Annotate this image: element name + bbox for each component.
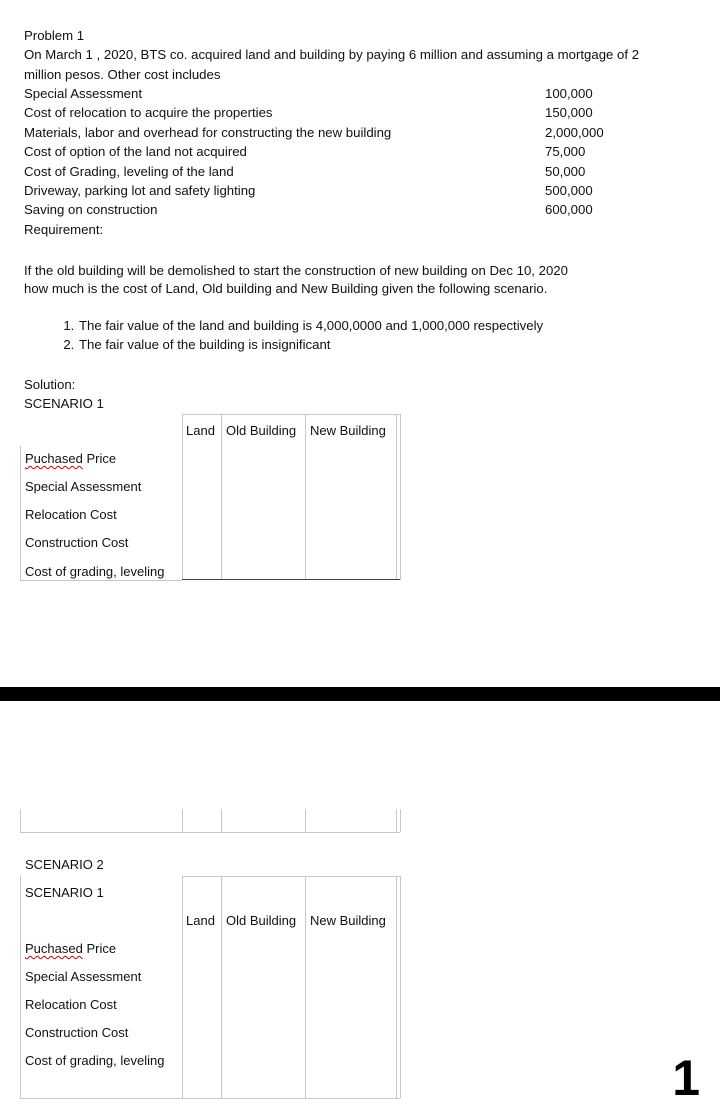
table-gridline [20,580,182,581]
table-gridline [20,1098,400,1099]
table-gridline [400,876,401,1098]
cost-row [24,103,624,122]
solution-label: Solution: [24,377,76,392]
table-gridline [182,876,183,1098]
problem-line-2: million pesos. Other cost includes [24,67,221,82]
cost-row [24,200,624,219]
cost-row [24,181,624,200]
cost-value: 100,000 [545,86,593,101]
problem-title: Problem 1 [24,28,85,43]
cost-value: 500,000 [545,182,593,198]
table-gridline [221,414,222,580]
row-label-rest: Price [82,451,117,466]
cost-value: 75,000 [545,144,586,160]
question-line-1: If the old building will be demolished to start the construction of new building on Dec 10, 2020 [24,263,568,278]
cost-value: 50,000 [545,163,586,179]
table-gridline [305,809,306,832]
table-gridline [305,414,306,580]
scenario-list [24,316,543,355]
row-label-relocation-cost: Relocation Cost [25,997,117,1012]
table-gridline [396,414,397,580]
column-header-land: Land [186,913,215,928]
table-gridline [20,809,21,832]
cost-row [24,142,624,161]
table-gridline [396,809,397,832]
question-line-2: how much is the cost of Land, Old building and New Building given the following scenario. [24,281,548,296]
row-label-grading: Cost of grading, leveling [25,1053,165,1068]
cost-label: Special Assessment [24,86,143,101]
cost-label: Driveway, parking lot and safety lighting [24,182,256,198]
requirement-label: Requirement: [24,222,104,237]
page-separator-bar [0,687,720,701]
scenario-item: 1. The fair value of the land and building is 4,000,0000 and 1,000,000 respectively [78,316,543,335]
cost-row [24,162,624,181]
cost-row [24,123,624,142]
column-header-old-building: Old Building [226,423,297,438]
column-header-new-building: New Building [310,913,386,928]
misspelled-word: Puchased [25,941,83,956]
scenario-1-heading: SCENARIO 1 [24,396,104,411]
table-gridline [20,876,21,1098]
cost-value: 150,000 [545,105,593,121]
row-label-rest: Price [82,941,117,956]
cost-label: Materials, labor and overhead for constructing the new building [24,124,392,140]
row-label-grading: Cost of grading, leveling [25,564,165,579]
cost-label: Cost of relocation to acquire the properties [24,105,273,121]
table-gridline [396,876,397,1098]
column-header-new-building: New Building [310,423,386,438]
problem-line-1: On March 1 , 2020, BTS co. acquired land and building by paying 6 million and assuming a mortgage of 2 [24,47,640,62]
table-gridline [182,414,400,415]
table-gridline [400,414,401,580]
cost-list [24,84,624,220]
cost-label: Saving on construction [24,202,158,218]
row-label-construction-cost: Construction Cost [25,1025,129,1040]
cost-value: 2,000,000 [545,124,604,140]
cost-label: Cost of option of the land not acquired [24,144,247,160]
table-gridline [400,809,401,832]
page-number: 1 [672,1050,700,1106]
misspelled-word: Puchased [25,451,83,466]
scenario-1-repeat-heading: SCENARIO 1 [25,885,104,900]
row-label-special-assessment: Special Assessment [25,479,142,494]
table-gridline [182,414,183,580]
row-label-relocation-cost: Relocation Cost [25,507,117,522]
scenario-2-heading: SCENARIO 2 [25,857,104,872]
table-gridline [20,446,21,580]
table-gridline [182,809,183,832]
cost-value: 600,000 [545,202,593,218]
table-gridline [182,876,400,877]
cost-row [24,84,624,103]
scenario-item: 2. The fair value of the building is insignificant [78,335,543,354]
table-total-line [182,579,400,580]
row-label-purchased-price [25,451,116,466]
column-header-land: Land [186,423,215,438]
row-label-special-assessment: Special Assessment [25,969,142,984]
cost-label: Cost of Grading, leveling of the land [24,163,234,179]
column-header-old-building: Old Building [226,913,297,928]
table-gridline [20,832,400,833]
table-gridline [221,876,222,1098]
table-gridline [305,876,306,1098]
table-gridline [221,809,222,832]
row-label-purchased-price [25,941,116,956]
row-label-construction-cost: Construction Cost [25,535,129,550]
